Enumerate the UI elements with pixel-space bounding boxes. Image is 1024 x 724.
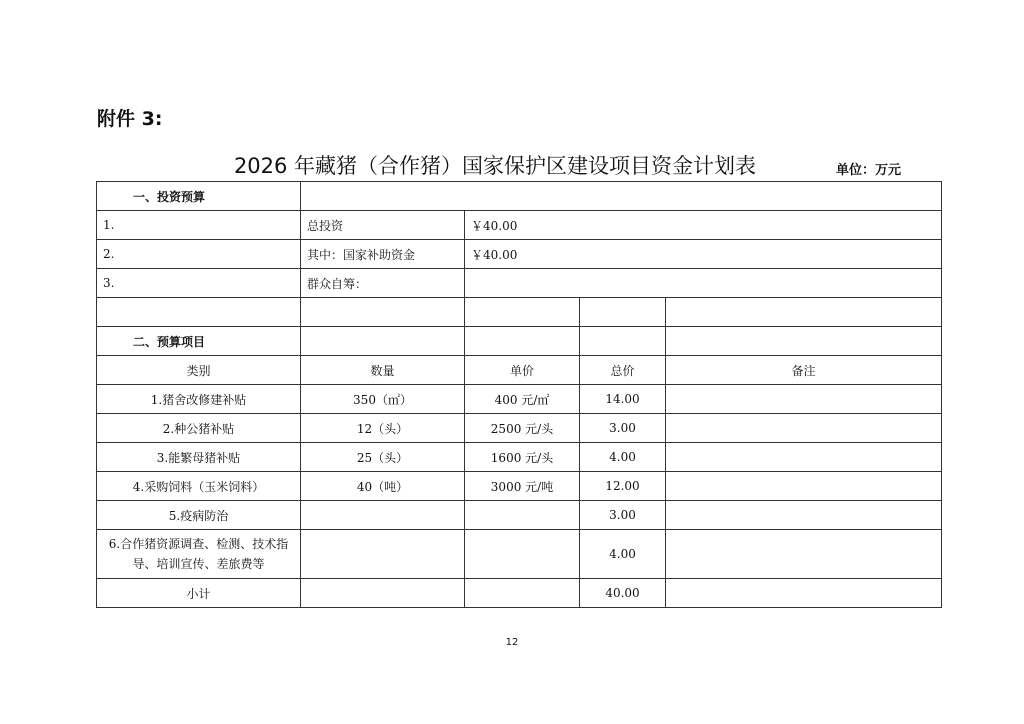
- subtotal-row: [97, 579, 942, 608]
- total-cell: 4.00: [580, 530, 666, 579]
- document-title: 2026 年藏猪（合作猪）国家保护区建设项目资金计划表: [233, 154, 757, 178]
- unit-price-cell: 2500 元/头: [465, 414, 580, 443]
- quantity-cell: [301, 530, 465, 579]
- unit-price-cell: [465, 501, 580, 530]
- blank-row: [97, 298, 942, 327]
- remark-cell: [666, 472, 942, 501]
- investment-row: [97, 211, 942, 240]
- subtotal-value: 40.00: [580, 579, 666, 608]
- quantity-cell: 12（头）: [301, 414, 465, 443]
- column-header: 单价: [465, 356, 580, 385]
- category-cell: 1.猪舍改修建补贴: [97, 385, 301, 414]
- unit-label: 单位：万元: [836, 163, 902, 178]
- column-header: 备注: [666, 356, 942, 385]
- table-row: [97, 472, 942, 501]
- remark-cell: [666, 385, 942, 414]
- remark-cell: [666, 414, 942, 443]
- column-header: 总价: [580, 356, 666, 385]
- row-label: 群众自筹：: [301, 269, 465, 298]
- row-index: 1.: [97, 211, 301, 240]
- remark-cell: [666, 501, 942, 530]
- category-cell: 2.种公猪补贴: [97, 414, 301, 443]
- total-cell: 3.00: [580, 414, 666, 443]
- row-index: 3.: [97, 269, 301, 298]
- category-cell: 5.疫病防治: [97, 501, 301, 530]
- row-label: 总投资: [301, 211, 465, 240]
- investment-row: [97, 240, 942, 269]
- page-number: 12: [505, 637, 519, 648]
- column-header: 数量: [301, 356, 465, 385]
- column-header-row: [97, 356, 942, 385]
- total-cell: 14.00: [580, 385, 666, 414]
- row-value: ￥40.00: [465, 240, 942, 269]
- quantity-cell: 40（吨）: [301, 472, 465, 501]
- section2-heading-row: [97, 327, 942, 356]
- row-value: [465, 269, 942, 298]
- quantity-cell: [301, 501, 465, 530]
- table-row: [97, 414, 942, 443]
- row-label: 其中：国家补助资金: [301, 240, 465, 269]
- unit-price-cell: 1600 元/头: [465, 443, 580, 472]
- quantity-cell: 25（头）: [301, 443, 465, 472]
- category-cell: 4.采购饲料（玉米饲料）: [97, 472, 301, 501]
- section2-heading: 二、预算项目: [97, 327, 301, 356]
- unit-price-cell: [465, 530, 580, 579]
- remark-cell: [666, 443, 942, 472]
- fund-plan-table: [96, 181, 942, 608]
- unit-price-cell: 3000 元/吨: [465, 472, 580, 501]
- column-header: 类别: [97, 356, 301, 385]
- subtotal-label: 小计: [97, 579, 301, 608]
- row-value: ￥40.00: [465, 211, 942, 240]
- total-cell: 3.00: [580, 501, 666, 530]
- investment-row: [97, 269, 942, 298]
- total-cell: 4.00: [580, 443, 666, 472]
- remark-cell: [666, 530, 942, 579]
- section1-heading: 一、投资预算: [97, 182, 301, 211]
- row-index: 2.: [97, 240, 301, 269]
- empty-cell: [301, 182, 942, 211]
- attachment-label: 附件 3:: [97, 108, 163, 130]
- unit-price-cell: 400 元/㎡: [465, 385, 580, 414]
- table-row: [97, 443, 942, 472]
- section1-heading-row: [97, 182, 942, 211]
- table-row: [97, 501, 942, 530]
- category-cell: 3.能繁母猪补贴: [97, 443, 301, 472]
- quantity-cell: 350（㎡）: [301, 385, 465, 414]
- table-row: [97, 385, 942, 414]
- table-row: [97, 530, 942, 579]
- total-cell: 12.00: [580, 472, 666, 501]
- category-cell: 6.合作猪资源调查、检测、技术指导、培训宣传、差旅费等: [97, 530, 301, 579]
